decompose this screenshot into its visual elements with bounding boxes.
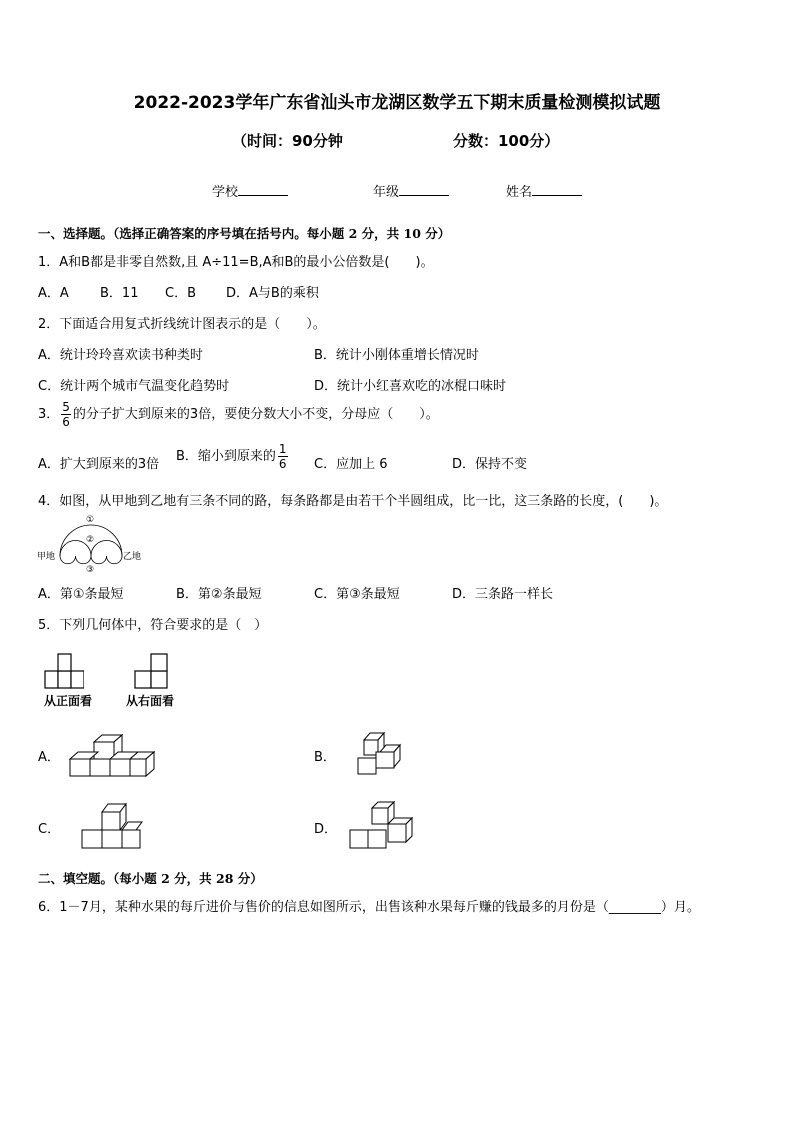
q1-option-d: D．A与B的乘积 xyxy=(226,286,319,301)
page-title: 2022-2023学年广东省汕头市龙湖区数学五下期末质量检测模拟试题 xyxy=(133,93,661,113)
q4-stem: 4．如图，从甲地到乙地有三条不同的路，每条路都是由若干个半圆组成，比一比，这三条路的长度，( )。 xyxy=(38,494,668,509)
q2-stem: 2．下面适合用复式折线统计图表示的是（ ）。 xyxy=(38,317,326,332)
q4-option-d: D．三条路一样长 xyxy=(452,587,554,602)
q3-number: 3． xyxy=(38,407,60,422)
q2-option-c: C．统计两个城市气温变化趋势时 xyxy=(38,379,230,394)
q5-option-a-cubes xyxy=(68,728,156,778)
q2-option-b: B．统计小刚体重增长情况时 xyxy=(314,348,479,363)
q5-option-d-cubes xyxy=(348,800,418,850)
grade-blank xyxy=(399,183,449,196)
q1-option-b: B．11 xyxy=(100,286,139,301)
right-view-label: 从右面看 xyxy=(126,694,175,708)
name-blank xyxy=(532,183,582,196)
q1-option-a: A．A xyxy=(38,286,69,301)
q3-option-b-fraction xyxy=(278,442,288,471)
q5-option-b-label: B． xyxy=(314,750,336,765)
q1-option-c: C．B xyxy=(165,286,196,301)
q3-option-b-numerator: 1 xyxy=(278,442,287,456)
q3-stem xyxy=(38,400,439,429)
q5-option-a-label: A． xyxy=(38,750,60,765)
q3-fraction xyxy=(61,400,71,429)
exam-time: （时间：90分钟 xyxy=(232,132,343,150)
q3-stem-text: 的分子扩大到原来的3倍，要使分数大小不变，分母应（ ）。 xyxy=(72,407,439,422)
grade-label: 年级 xyxy=(373,185,400,200)
q3-option-b xyxy=(176,442,290,471)
q5-option-d-label: D． xyxy=(314,822,338,837)
section1-heading: 一、选择题。（选择正确答案的序号填在括号内。每小题 2 分，共 10 分） xyxy=(38,226,451,241)
section2-heading: 二、填空题。（每小题 2 分，共 28 分） xyxy=(38,871,263,886)
q3-option-a: A．扩大到原来的3倍 xyxy=(38,457,160,472)
name-label: 姓名 xyxy=(506,185,533,200)
q6-stem: 6．1－7月，某种水果的每斤进价与售价的信息如图所示，出售该种水果每斤赚的钱最多的月份是（________）月。 xyxy=(38,900,700,915)
q2-option-d: D．统计小红喜欢吃的冰棍口味时 xyxy=(314,379,507,394)
q4-option-a: A．第①条最短 xyxy=(38,587,124,602)
fig-route-1-label: ① xyxy=(86,515,95,525)
q1-stem: 1．A和B都是非零自然数,且 A÷11=B,A和B的最小公倍数是( )。 xyxy=(38,255,434,270)
q3-option-d: D．保持不变 xyxy=(452,457,528,472)
front-view-figure xyxy=(44,652,84,690)
q3-option-b-text: B．缩小到原来的 xyxy=(176,449,276,464)
fig-to-label: 乙地 xyxy=(123,552,142,562)
fig-from-label: 甲地 xyxy=(37,552,56,562)
q2-option-a: A．统计玲玲喜欢读书种类时 xyxy=(38,348,203,363)
q5-stem: 5．下列几何体中，符合要求的是（ ） xyxy=(38,618,268,633)
q3-option-c: C．应加上 6 xyxy=(314,457,388,472)
q4-option-b: B．第②条最短 xyxy=(176,587,262,602)
front-view-label: 从正面看 xyxy=(44,694,93,708)
school-label: 学校 xyxy=(212,185,239,200)
school-field xyxy=(212,181,288,200)
q5-option-c-label: C． xyxy=(38,822,61,837)
school-blank xyxy=(238,183,288,196)
q5-option-b-cubes xyxy=(356,730,402,776)
q5-option-c-cubes xyxy=(80,800,144,850)
fig-route-3-label: ③ xyxy=(86,565,95,574)
semicircle-route-figure xyxy=(36,512,148,574)
q3-option-b-denominator: 6 xyxy=(278,457,287,471)
fig-route-2-label: ② xyxy=(86,535,95,545)
right-view-figure xyxy=(134,652,170,690)
q3-fraction-denominator: 6 xyxy=(62,415,70,429)
q4-option-c: C．第③条最短 xyxy=(314,587,400,602)
grade-field xyxy=(373,181,449,200)
route-3-arcs xyxy=(60,556,122,564)
name-field xyxy=(506,181,582,200)
q3-fraction-numerator: 5 xyxy=(62,400,70,414)
exam-score: 分数：100分） xyxy=(453,132,560,150)
